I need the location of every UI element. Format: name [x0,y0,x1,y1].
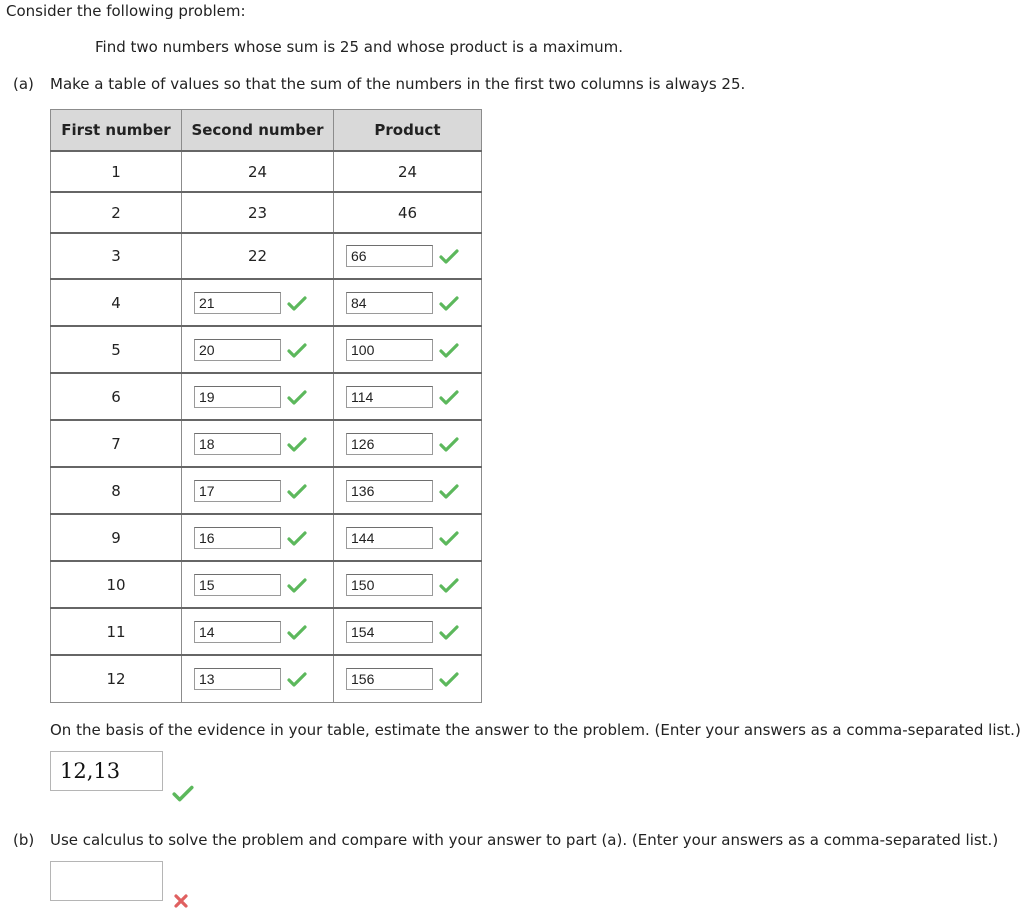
second-number-input[interactable]: 17 [194,480,281,502]
product-cell: 24 [334,151,482,192]
check-icon [287,342,307,358]
part-a-label: (a) [13,75,34,93]
product-cell: 46 [334,192,482,233]
table-header-row [51,110,482,152]
first-number-cell: 11 [51,608,182,655]
product-cell [334,279,482,326]
check-icon [172,784,194,802]
product-input[interactable]: 154 [346,621,433,643]
intro-text: Consider the following problem: [6,2,246,20]
first-number-cell: 6 [51,373,182,420]
table-row [51,655,482,702]
check-icon [287,624,307,640]
table-row [51,151,482,192]
product-cell [334,373,482,420]
table-row [51,373,482,420]
product-input[interactable]: 144 [346,527,433,549]
part-b-prompt [13,831,998,849]
product-cell [334,561,482,608]
part-a-text: Make a table of values so that the sum of the numbers in the first two columns is always 25. [50,75,746,93]
product-input[interactable]: 84 [346,292,433,314]
table-row [51,192,482,233]
product-input[interactable]: 150 [346,574,433,596]
product-cell [334,467,482,514]
second-number-input[interactable]: 13 [194,668,281,690]
part-b-label: (b) [13,831,35,849]
table-row [51,326,482,373]
check-icon [439,483,459,499]
product-input[interactable]: 66 [346,245,433,267]
first-number-cell: 2 [51,192,182,233]
part-a-prompt [13,75,745,93]
part-b-text: Use calculus to solve the problem and compare with your answer to part (a). (Enter your answers as a comma-separated list.) [50,831,999,849]
second-number-cell [182,608,334,655]
cross-icon [173,893,189,909]
table-row [51,233,482,279]
second-number-input[interactable]: 16 [194,527,281,549]
check-icon [439,436,459,452]
product-input[interactable]: 126 [346,433,433,455]
first-number-cell: 10 [51,561,182,608]
values-table [50,109,482,703]
second-number-input[interactable]: 14 [194,621,281,643]
check-icon [287,389,307,405]
part-b-answer-input[interactable] [50,861,163,901]
second-number-cell: 22 [182,233,334,279]
second-number-input[interactable]: 21 [194,292,281,314]
check-icon [287,483,307,499]
second-number-input[interactable]: 20 [194,339,281,361]
second-number-cell [182,326,334,373]
part-a-answer-input[interactable]: 12,13 [50,751,163,791]
product-cell [334,233,482,279]
table-row [51,561,482,608]
check-icon [439,342,459,358]
check-icon [439,389,459,405]
table-row [51,420,482,467]
second-number-cell [182,420,334,467]
first-number-cell: 8 [51,467,182,514]
check-icon [439,624,459,640]
product-cell [334,420,482,467]
table-row [51,514,482,561]
first-number-cell: 4 [51,279,182,326]
first-number-cell: 1 [51,151,182,192]
first-number-cell: 9 [51,514,182,561]
product-input[interactable]: 114 [346,386,433,408]
second-number-cell [182,373,334,420]
check-icon [287,577,307,593]
check-icon [439,248,459,264]
check-icon [439,671,459,687]
basis-prompt: On the basis of the evidence in your table, estimate the answer to the problem. (Enter your answers as a comma-separated list.) [50,721,1021,739]
second-number-input[interactable]: 15 [194,574,281,596]
first-number-cell: 12 [51,655,182,702]
check-icon [287,295,307,311]
second-number-input[interactable]: 18 [194,433,281,455]
first-number-cell: 7 [51,420,182,467]
second-number-cell [182,279,334,326]
check-icon [439,577,459,593]
check-icon [287,436,307,452]
second-number-cell [182,467,334,514]
table-row [51,467,482,514]
product-input[interactable]: 100 [346,339,433,361]
second-number-cell: 24 [182,151,334,192]
product-input[interactable]: 156 [346,668,433,690]
problem-statement: Find two numbers whose sum is 25 and whose product is a maximum. [95,38,624,56]
product-cell [334,608,482,655]
product-cell [334,514,482,561]
second-number-cell [182,561,334,608]
header-product: Product [334,110,482,152]
first-number-cell: 5 [51,326,182,373]
second-number-cell [182,655,334,702]
check-icon [439,530,459,546]
product-cell [334,326,482,373]
table-row [51,279,482,326]
product-cell [334,655,482,702]
header-second-number: Second number [182,110,334,152]
second-number-cell [182,514,334,561]
product-input[interactable]: 136 [346,480,433,502]
check-icon [287,671,307,687]
header-first-number: First number [51,110,182,152]
table-row [51,608,482,655]
check-icon [287,530,307,546]
first-number-cell: 3 [51,233,182,279]
check-icon [439,295,459,311]
second-number-cell: 23 [182,192,334,233]
second-number-input[interactable]: 19 [194,386,281,408]
